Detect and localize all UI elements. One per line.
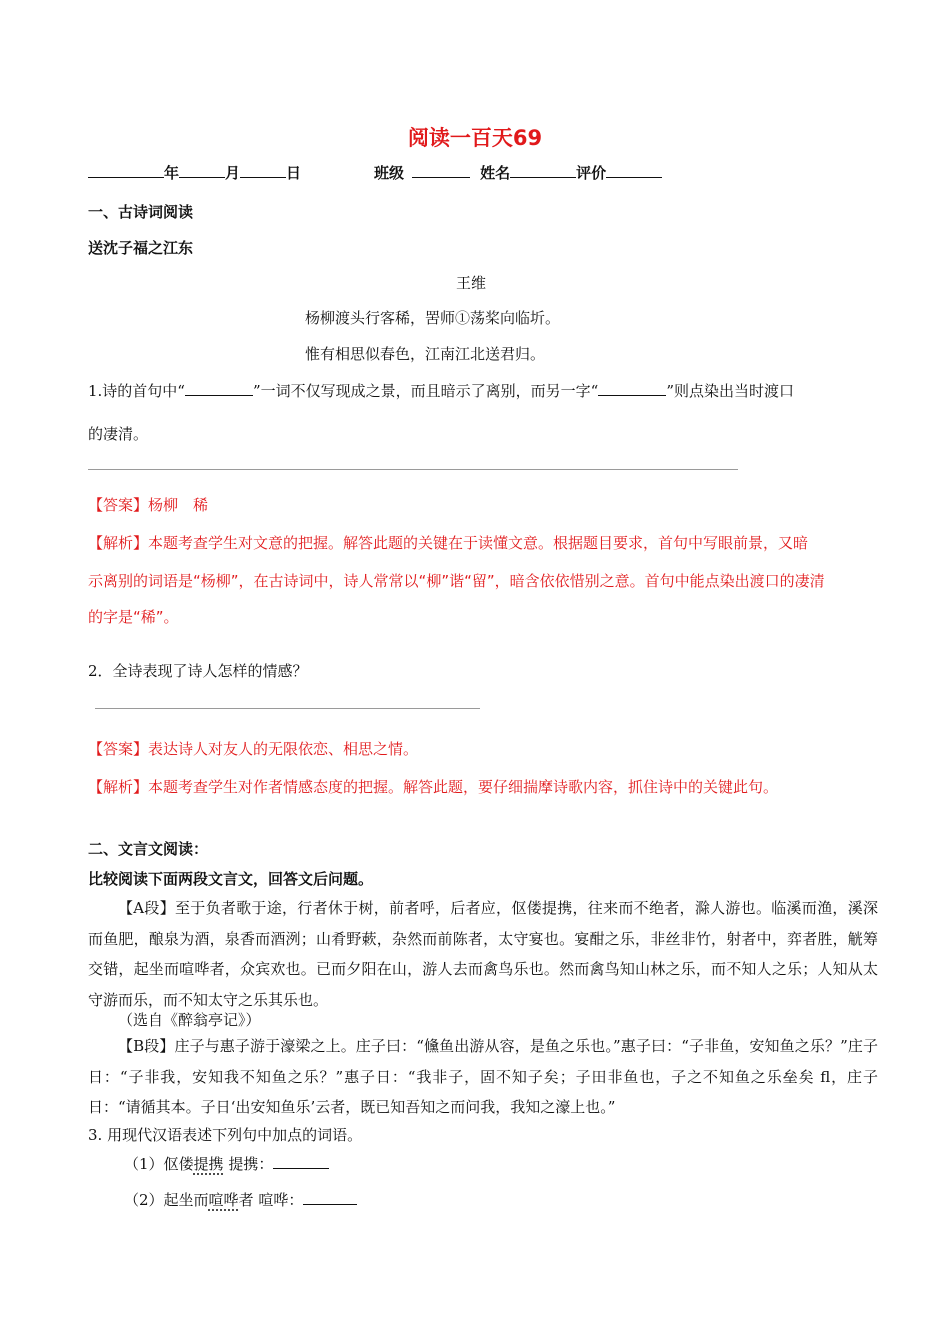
q1-blank-1[interactable] bbox=[185, 381, 253, 396]
passage-a: 【A段】至于负者歌于途，行者休于树，前者呼，后者应，伛偻提携，往来而不绝者，滁人游也。临溪而渔，溪深而鱼肥，酿泉为酒，泉香而酒洌；山肴野蔌，杂然而前陈者，太守宴也。宴酣之乐，非丝非竹，射者中，弈者胜，觥筹交错，起坐而喧哗者，众宾欢也。已而夕阳在山，游人去而禽鸟乐也。然而禽鸟知山林之乐，而不知人之乐；人知从太守游而乐，而不知太守之乐其乐也。 bbox=[88, 899, 878, 1009]
class-blank[interactable] bbox=[412, 163, 470, 178]
section2-heading: 二、文言文阅读： bbox=[88, 840, 209, 858]
question-3: 3. 用现代汉语表述下列句中加点的词语。 bbox=[88, 1126, 363, 1144]
eval-label: 评价 bbox=[576, 164, 607, 182]
q3-item-text: （2）起坐而 bbox=[124, 1191, 209, 1209]
month-blank[interactable] bbox=[179, 163, 225, 178]
q2-answer: 【答案】表达诗人对友人的无限依恋、相思之情。 bbox=[88, 740, 419, 758]
class-label: 班级 bbox=[374, 164, 405, 182]
eval-blank[interactable] bbox=[606, 163, 662, 178]
question-2: 2．全诗表现了诗人怎样的情感？ bbox=[88, 662, 308, 680]
header-info-line bbox=[88, 162, 662, 183]
day-blank[interactable] bbox=[240, 163, 286, 178]
question-1-cont: 的凄清。 bbox=[88, 425, 149, 443]
passage-a-source: （选自《醉翁亭记》） bbox=[118, 1011, 261, 1029]
q3-blank-2[interactable] bbox=[303, 1190, 357, 1205]
q1-analysis-line-3: 的字是“稀”。 bbox=[88, 608, 179, 626]
question-1 bbox=[88, 380, 794, 401]
poem-title: 送沈子福之江东 bbox=[88, 239, 194, 257]
poem-line-2: 惟有相思似春色，江南江北送君归。 bbox=[305, 345, 546, 363]
day-label: 日 bbox=[286, 164, 302, 182]
answer-line[interactable] bbox=[88, 469, 738, 470]
q3-dotted-word: 提携 bbox=[193, 1155, 224, 1173]
month-label: 月 bbox=[225, 164, 241, 182]
page-title: 阅读一百天69 bbox=[407, 126, 543, 150]
q1-analysis-line-2: 示离别的词语是“杨柳”，在古诗词中，诗人常常以“柳”谐“留”，暗含依依惜别之意。首句中能点染出渡口的凄清 bbox=[88, 572, 825, 590]
q1-blank-2[interactable] bbox=[598, 381, 666, 396]
q3-item-text: 者 喧哗： bbox=[238, 1191, 304, 1209]
q1-text-part: ”一词不仅写现成之景，而且暗示了离别，而另一字“ bbox=[252, 382, 599, 400]
name-blank[interactable] bbox=[510, 163, 576, 178]
q3-dotted-word: 喧哗 bbox=[208, 1191, 239, 1209]
passage-b: 【B段】庄子与惠子游于濠梁之上。庄子曰：“儵鱼出游从容，是鱼之乐也。”惠子曰：“子非鱼，安知鱼之乐？”庄子日：“子非我，安知我不知鱼之乐？”惠子日：“我非子，固不知子矣；子田非鱼也，子之不知鱼之乐垒矣 fl，庄子日：“请循其本。子日‘出安知鱼乐’云者，既已知吾知之而问我，我知之濠上也。” bbox=[88, 1037, 878, 1116]
q3-item-text: （1）伛偻 bbox=[124, 1155, 194, 1173]
year-label: 年 bbox=[164, 164, 180, 182]
q2-analysis: 【解析】本题考查学生对作者情感态度的把握。解答此题，要仔细揣摩诗歌内容，抓住诗中的关键此句。 bbox=[88, 778, 779, 796]
q1-text-part: ”则点染出当时渡口 bbox=[666, 382, 794, 400]
section2-instruction: 比较阅读下面两段文言文，回答文后问题。 bbox=[88, 870, 374, 888]
q3-item-2 bbox=[124, 1189, 357, 1210]
q3-blank-1[interactable] bbox=[273, 1154, 329, 1169]
poem-line-1: 杨柳渡头行客稀，罟师①荡桨向临圻。 bbox=[305, 309, 561, 327]
q3-item-1 bbox=[124, 1153, 329, 1174]
q1-text-part: 1.诗的首句中“ bbox=[88, 382, 185, 400]
section1-heading: 一、古诗词阅读 bbox=[88, 203, 194, 221]
poem-author: 王维 bbox=[456, 274, 487, 292]
name-label: 姓名 bbox=[480, 164, 511, 182]
year-blank[interactable] bbox=[88, 163, 164, 178]
q1-analysis-line-1: 【解析】本题考查学生对文意的把握。解答此题的关键在于读懂文意。根据题目要求，首句中写眼前景，又暗 bbox=[88, 534, 809, 552]
q1-answer: 【答案】杨柳 稀 bbox=[88, 496, 209, 514]
answer-line[interactable] bbox=[95, 708, 480, 709]
q3-item-text: 提携： bbox=[223, 1155, 274, 1173]
